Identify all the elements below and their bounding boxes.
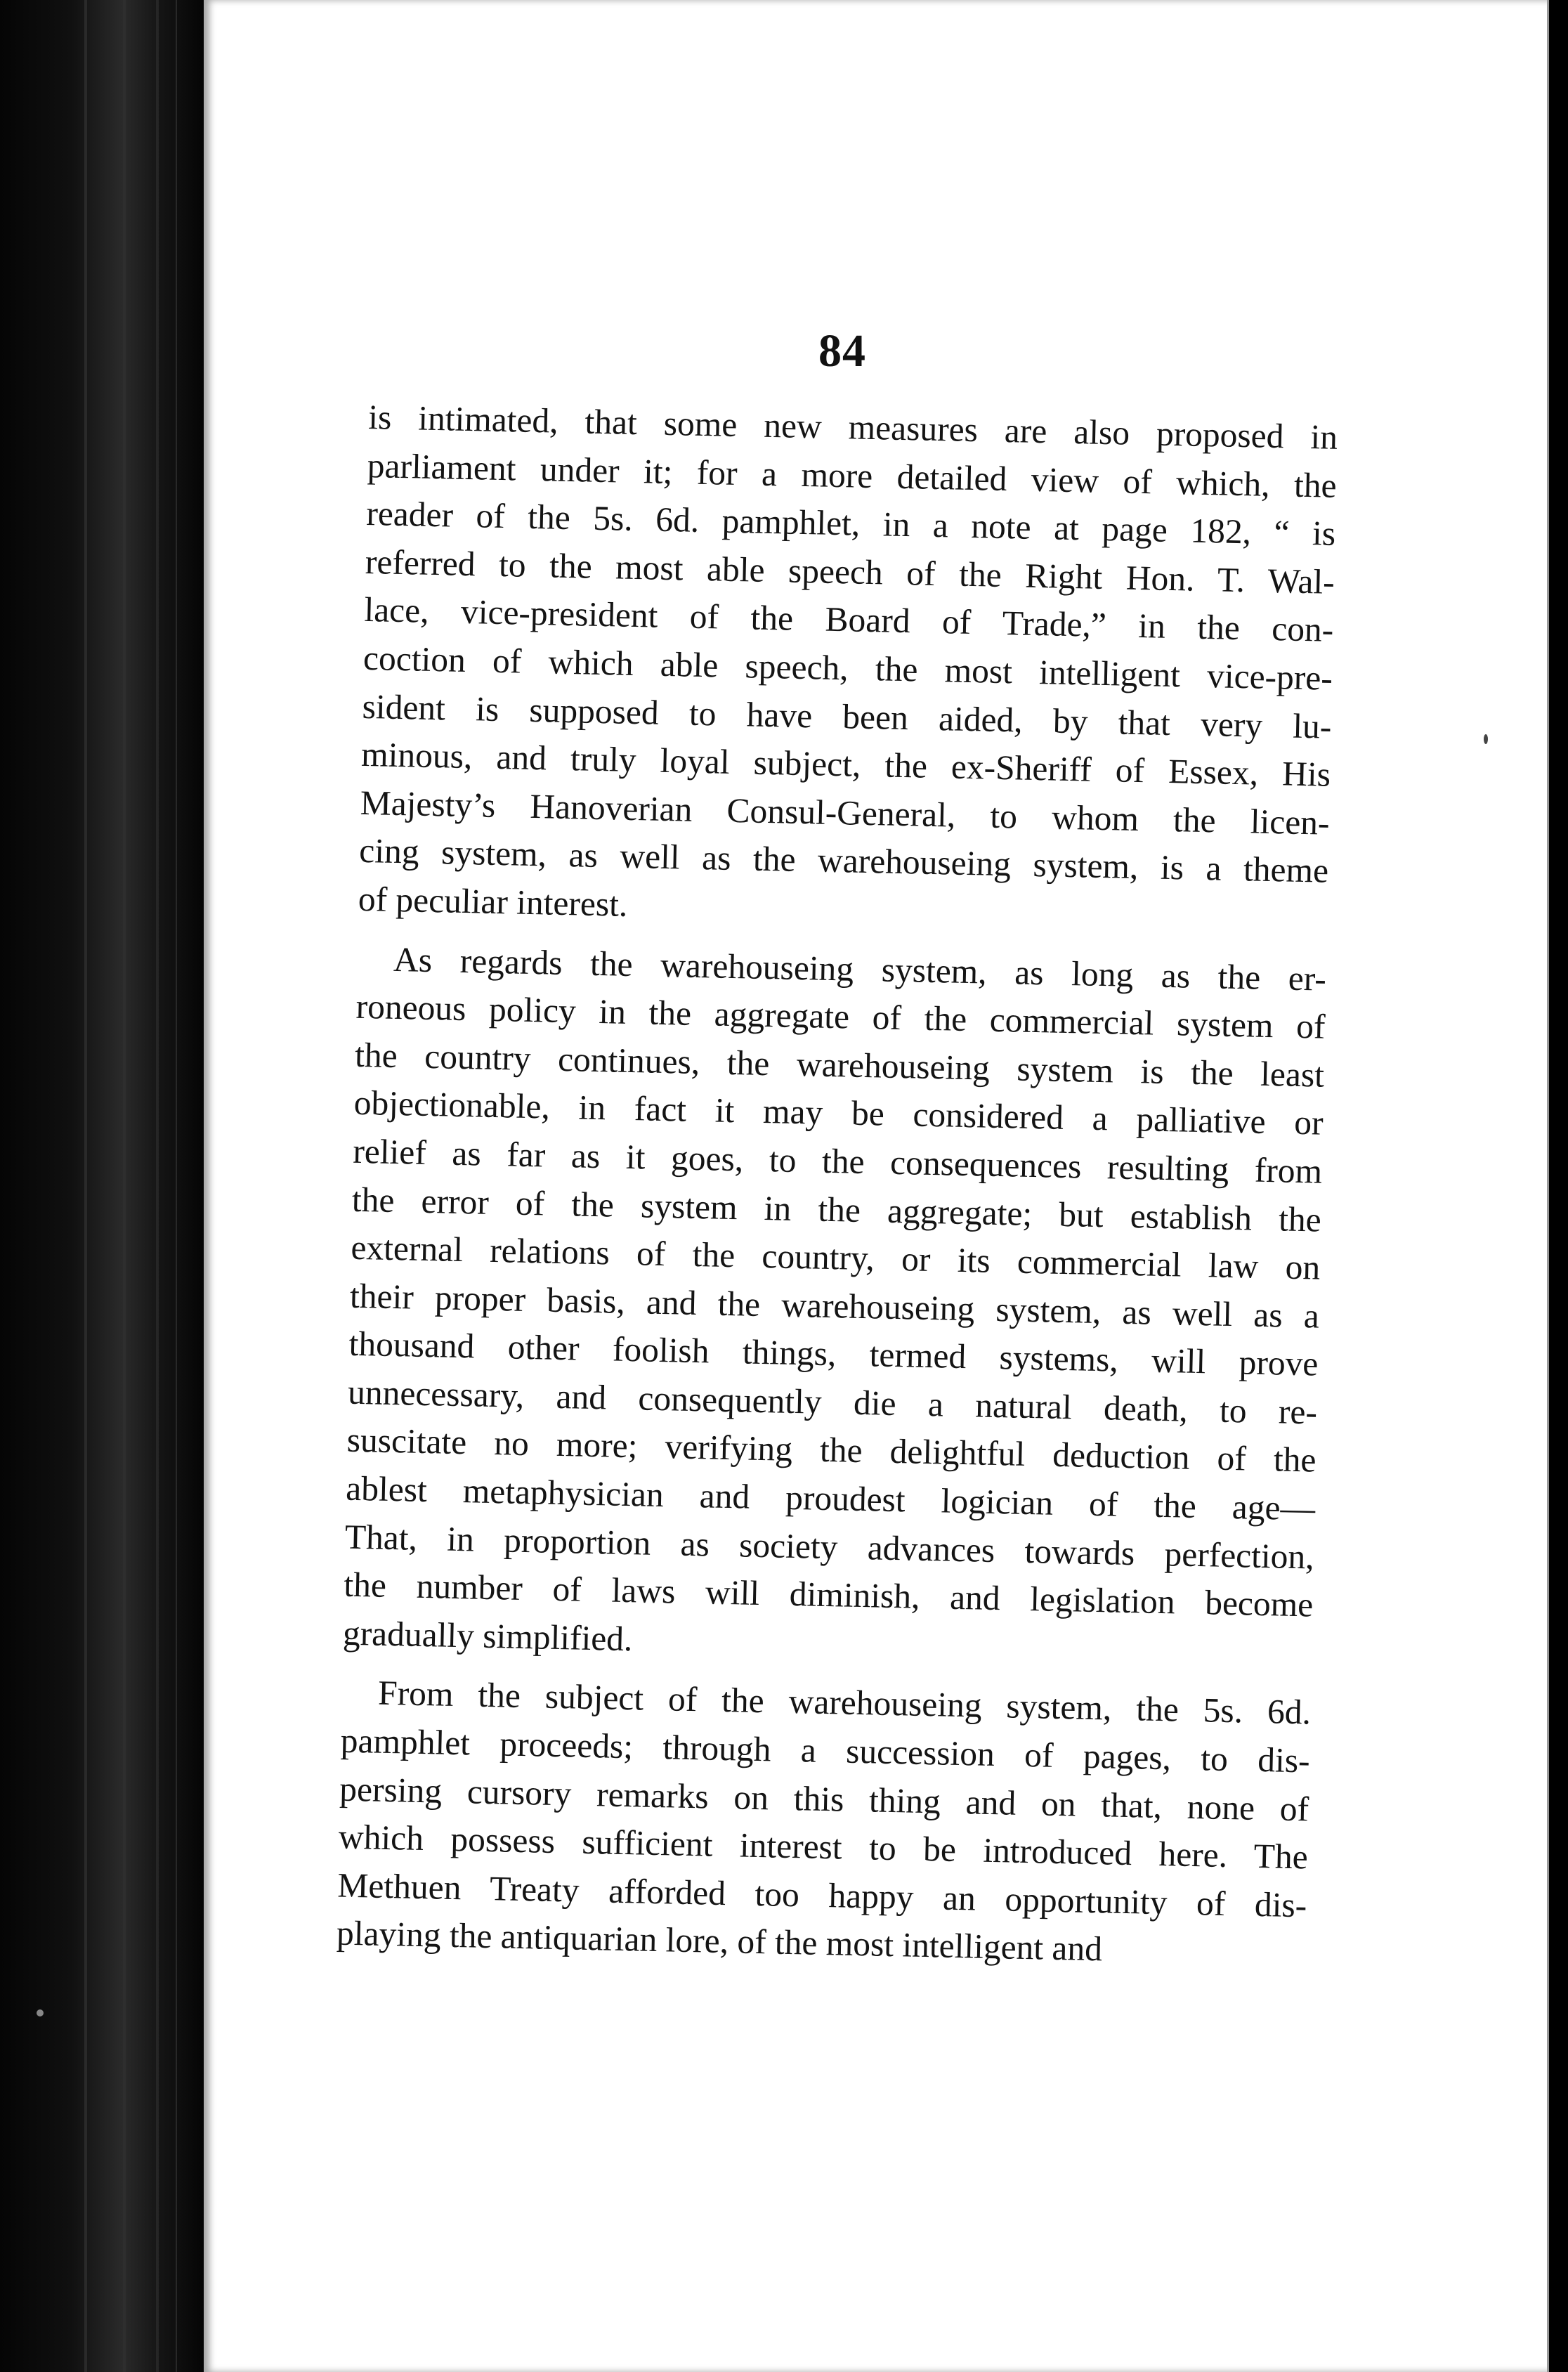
text-line: of peculiar interest. [358,879,628,924]
text-line: playing the antiquarian lore, of the most intelligent and [336,1913,1103,1969]
text-line: the error of the system in the aggregate; but establish the [351,1180,1322,1239]
text-line: objectionable, in fact it may be considered a palliative or [353,1083,1324,1142]
body-text [336,393,1338,1989]
gutter-stripe [84,0,87,2372]
text-line: Methuen Treaty afforded too happy an opportunity of dis- [337,1865,1307,1925]
text-line: coction of which able speech, the most intelligent vice-pre- [362,638,1333,698]
text-line: roneous policy in the aggregate of the commercial system of [355,986,1326,1046]
paragraph [358,393,1338,944]
text-line: thousand other foolish things, termed systems, will prove [348,1324,1319,1383]
text-line: gradually simplified. [342,1613,633,1659]
gutter-stripe [123,0,126,2372]
text-line: sident is supposed to have been aided, by that very lu- [362,686,1332,746]
text-line: cing system, as well as the warehouseing system, is a theme [358,831,1329,891]
text-line: minous, and truly loyal subject, the ex-Sheriff of Essex, His [360,735,1331,794]
ink-speck [1484,734,1488,744]
text-line: reader of the 5s. 6d. pamphlet, in a note at page 182, “ is [365,494,1336,554]
text-line: Majesty’s Hanoverian Consul-General, to whom the licen- [360,783,1331,842]
text-line: external relations of the country, or its commercial law on [350,1227,1321,1287]
right-page-edge [1549,0,1568,2372]
text-line: which possess sufficient interest to be introduced here. The [338,1817,1309,1877]
text-line: referred to the most able speech of the Right Hon. T. Wal- [365,542,1335,601]
gutter-stripe [156,0,159,2372]
text-line: parliament under it; for a more detailed view of which, the [367,445,1338,505]
text-line: That, in proportion as society advances towards perfection, [344,1517,1315,1577]
text-line: persing cursory remarks on this thing and on that, none of [339,1769,1309,1829]
text-line: the country continues, the warehouseing system is the least [354,1035,1325,1095]
gutter-stripe [176,0,177,2372]
text-line: lace, vice-president of the Board of Trade,” in the con- [363,590,1334,650]
text-line: unnecessary, and consequently die a natural death, to re- [347,1372,1318,1432]
paragraph [342,934,1326,1678]
page-number: 84 [818,325,866,377]
text-line: the number of laws will diminish, and legislation become [343,1565,1314,1624]
paragraph [336,1669,1311,1978]
text-line: pamphlet proceeds; through a succession of pages, to dis- [340,1721,1311,1780]
text-line: From the subject of the warehouseing system, the 5s. 6d. [377,1674,1312,1732]
text-line: is intimated, that some new measures are also proposed in [367,397,1338,457]
ink-speck [37,2009,44,2016]
text-line: relief as far as it goes, to the consequences resulting from [352,1131,1323,1191]
text-line: ablest metaphysician and proudest logician of the age— [345,1468,1316,1528]
text-line: As regards the warehouseing system, as long as the er- [393,939,1327,998]
text-line: their proper basis, and the warehouseing system, as well as a [349,1276,1320,1336]
book-binding-gutter [0,0,204,2372]
text-line: suscitate no more; verifying the delightful deduction of the [346,1421,1317,1480]
